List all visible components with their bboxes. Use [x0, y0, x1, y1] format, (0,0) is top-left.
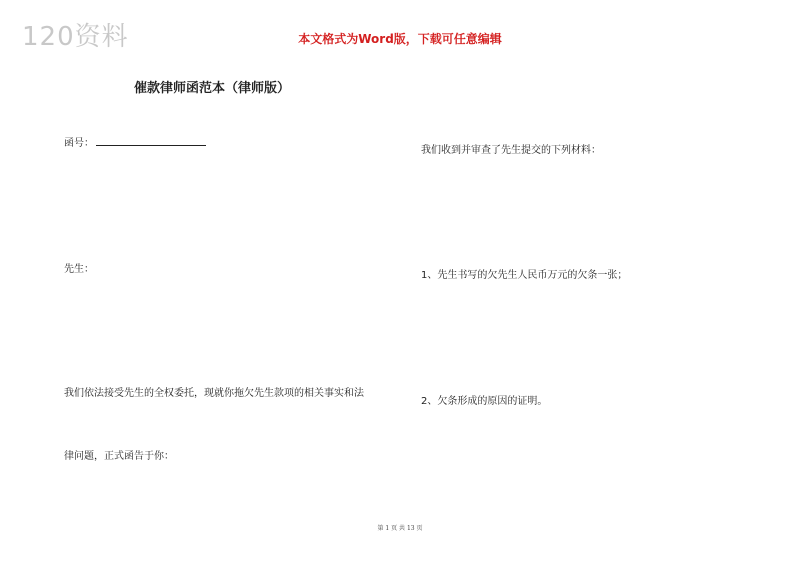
page-footer: 第 1 页 共 13 页: [377, 525, 423, 532]
letter-number-line: [64, 134, 206, 149]
letter-number-blank: [96, 136, 206, 146]
salutation: 先生：: [64, 264, 94, 275]
document-title: 催款律师函范本（律师版）: [134, 81, 291, 96]
letter-number-label: 函号：: [64, 138, 94, 149]
material-item-2: 2、欠条形成的原因的证明。: [421, 396, 548, 407]
word-format-banner: 本文格式为Word版，下载可任意编辑: [298, 32, 502, 46]
materials-intro: 我们收到并审查了先生提交的下列材料：: [421, 145, 601, 156]
paragraph-commission: 我们依法接受先生的全权委托，现就你拖欠先生款项的相关事实和法: [64, 388, 364, 399]
paragraph-notice: 律问题，正式函告于你：: [64, 451, 174, 462]
material-item-1: 1、先生书写的欠先生人民币万元的欠条一张；: [421, 270, 628, 281]
watermark-logo: 120资料: [22, 22, 129, 52]
